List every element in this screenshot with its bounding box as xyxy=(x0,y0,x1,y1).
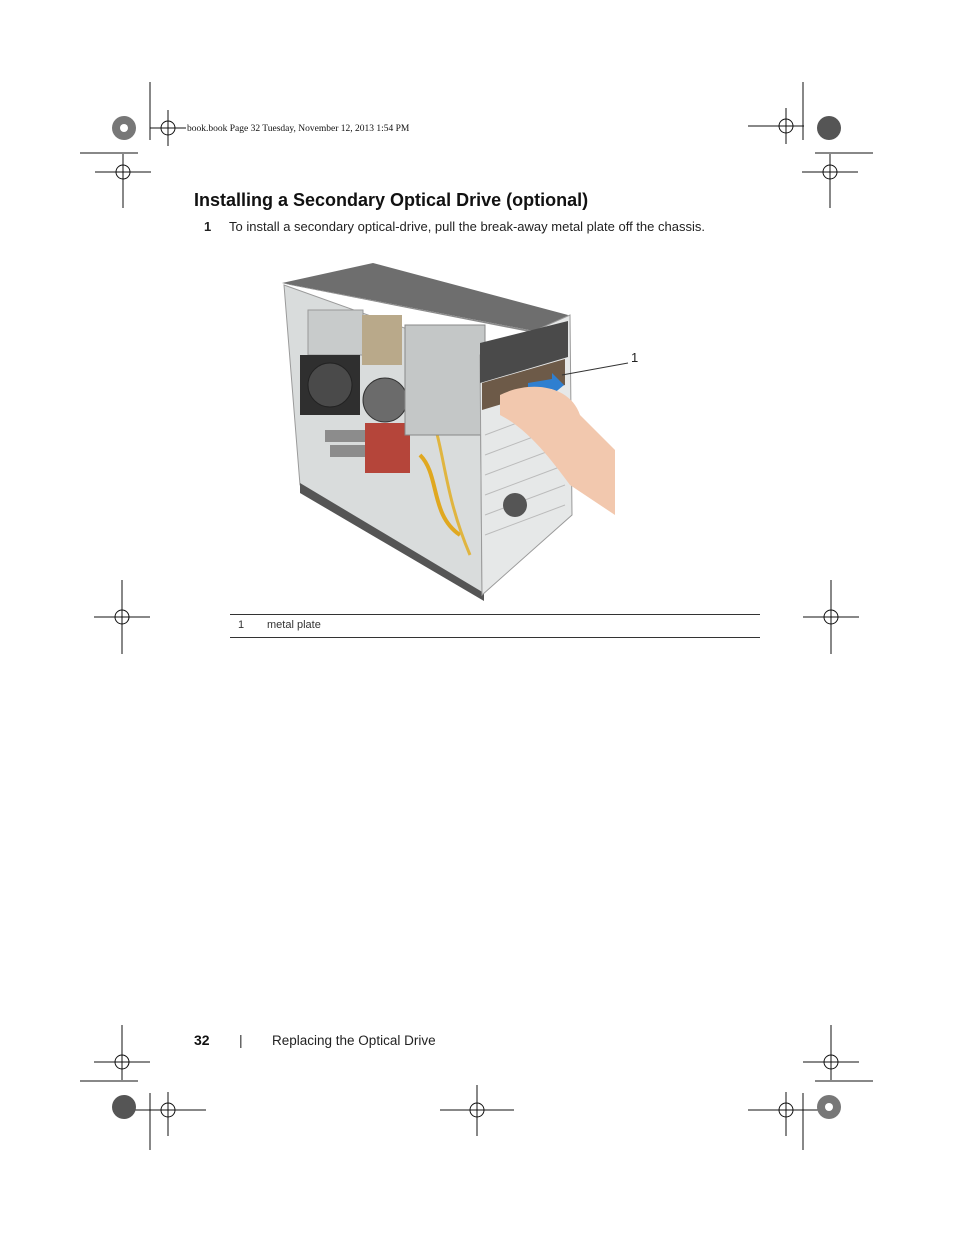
footer-separator: | xyxy=(239,1032,243,1048)
figure-callout-number: 1 xyxy=(631,350,639,365)
legend-number: 1 xyxy=(238,619,245,631)
print-header-meta: book.book Page 32 Tuesday, November 12, 2013 1:54 PM xyxy=(187,124,410,134)
step-text: To install a secondary optical-drive, pull the break-away metal plate off the chassis. xyxy=(229,219,705,234)
footer-chapter-title: Replacing the Optical Drive xyxy=(272,1033,436,1048)
legend-label: metal plate xyxy=(267,619,321,631)
page-number: 32 xyxy=(194,1032,210,1048)
figure-legend-table xyxy=(230,614,760,638)
step-number: 1 xyxy=(204,219,212,234)
chassis-illustration xyxy=(270,255,650,605)
section-title: Installing a Secondary Optical Drive (optional) xyxy=(194,190,589,210)
step-item xyxy=(204,219,705,234)
